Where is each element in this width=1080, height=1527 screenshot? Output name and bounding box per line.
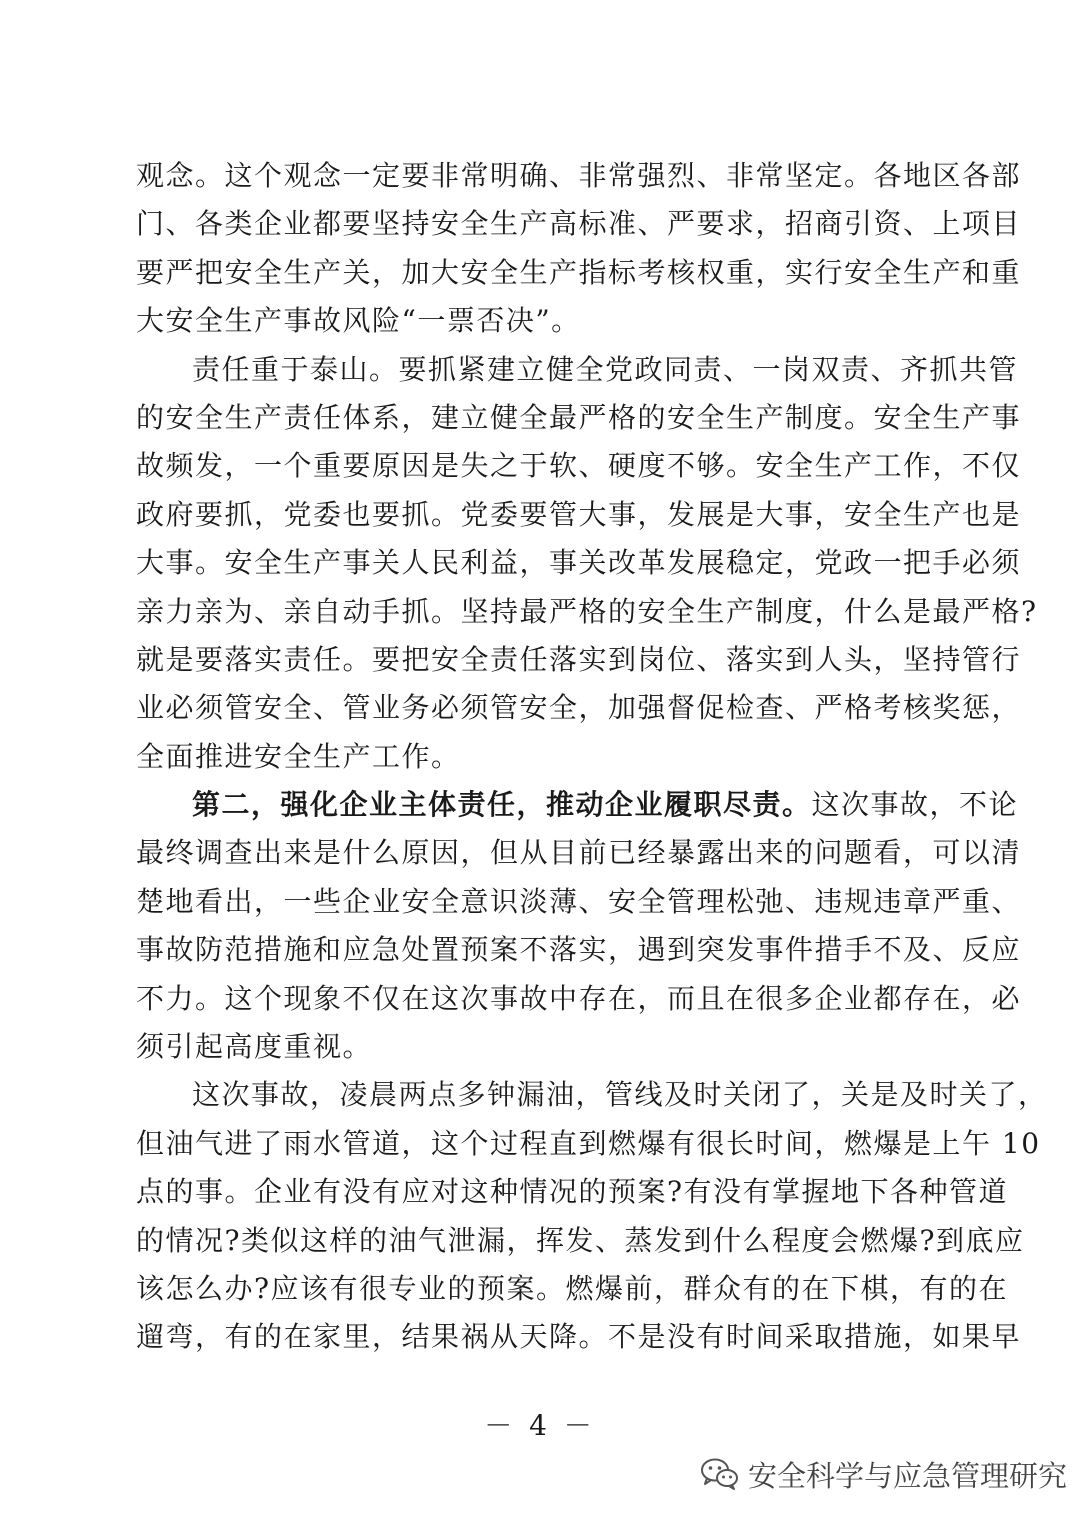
text-line: 政府要抓，党委也要抓。党委要管大事，发展是大事，安全生产也是 [136,497,1022,531]
text-line: 大安全生产事故风险“一票否决”。 [136,304,581,338]
watermark-text: 安全科学与应急管理研究 [748,1458,1068,1493]
text-line: 点的事。企业有没有应对这种情况的预案?有没有掌握地下各种管道 [136,1175,1009,1209]
text-line: 故频发，一个重要原因是失之于软、硬度不够。安全生产工作，不仅 [136,449,1022,483]
text-line: 但油气进了雨水管道，这个过程直到燃爆有很长时间，燃爆是上午 10 [136,1126,1041,1160]
text-line: 就是要落实责任。要把安全责任落实到岗位、落实到人头，坚持管行 [136,642,1022,676]
text-line: 该怎么办?应该有很专业的预案。燃爆前，群众有的在下棋，有的在 [136,1271,1009,1305]
text-line: 楚地看出，一些企业安全意识淡薄、安全管理松弛、违规违章严重、 [136,884,1022,918]
source-watermark [700,1452,1067,1496]
document-body [136,152,1048,1362]
text-line: 业必须管安全、管业务必须管安全，加强督促检查、严格考核奖惩， [136,691,1022,725]
text-line: 门、各类企业都要坚持安全生产高标准、严要求，招商引资、上项目 [136,207,1022,241]
text-line: 的情况?类似这样的油气泄漏，挥发、蒸发到什么程度会燃爆?到底应 [136,1223,1025,1257]
text-line: 最终调查出来是什么原因，但从目前已经暴露出来的问题看，可以清 [136,836,1022,870]
text-line: 的安全生产责任体系，建立健全最严格的安全生产制度。安全生产事 [136,400,1022,434]
wechat-icon [700,1457,740,1491]
text-line-remainder: 这次事故，不论 [811,788,1019,822]
paragraph-first-line: 责任重于泰山。要抓紧建立健全党政同责、一岗双责、齐抓共管 [192,352,1019,386]
text-line: 遛弯，有的在家里，结果祸从天降。不是没有时间采取措施，如果早 [136,1320,1022,1354]
page-number: － 4 － [484,1409,596,1442]
paragraph-first-line: 这次事故，凌晨两点多钟漏油，管线及时关闭了，关是及时关了， [192,1078,1048,1112]
text-line: 大事。安全生产事关人民利益，事关改革发展稳定，党政一把手必须 [136,546,1022,580]
text-line: 须引起高度重视。 [136,1030,373,1064]
text-line: 观念。这个观念一定要非常明确、非常强烈、非常坚定。各地区各部 [136,159,1022,192]
text-line: 全面推进安全生产工作。 [136,739,461,773]
text-line: 亲力亲为、亲自动手抓。坚持最严格的安全生产制度，什么是最严格? [136,594,1038,628]
text-line: 事故防范措施和应急处置预案不落实，遇到突发事件措手不及、反应 [136,933,1022,967]
text-line: 要严把安全生产关，加大安全生产指标考核权重，实行安全生产和重 [136,255,1022,289]
section-heading-line [136,781,1019,829]
text-line: 不力。这个现象不仅在这次事故中存在，而且在很多企业都存在，必 [136,981,1022,1015]
section-heading: 第二，强化企业主体责任，推动企业履职尽责。 [192,788,812,822]
